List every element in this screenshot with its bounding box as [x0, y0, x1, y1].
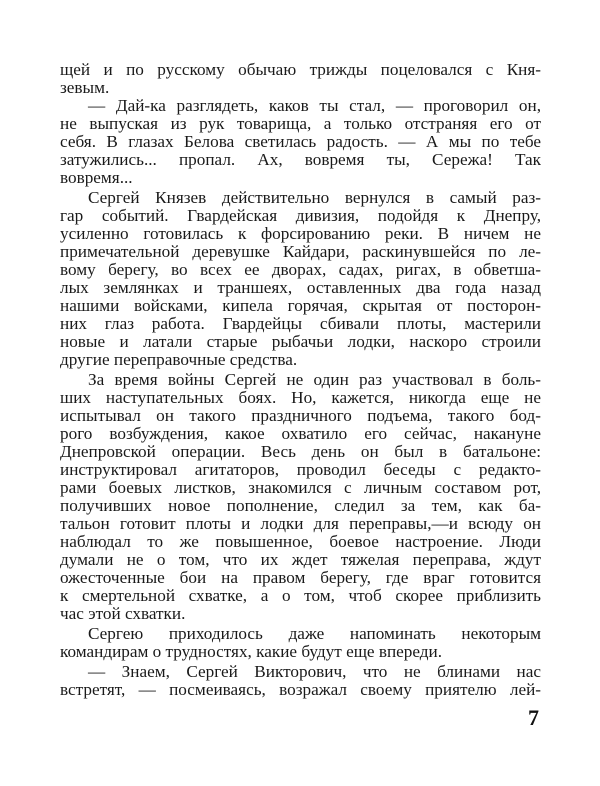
- text-line: вовремя...: [60, 168, 133, 187]
- text-line: нашими войсками, кипела горячая, скрытая от посторон-: [60, 296, 541, 315]
- text-line: инструктировал агитаторов, проводил беседы с редакто-: [60, 460, 541, 479]
- page-number: 7: [528, 705, 539, 730]
- text-line: затужились... пропал. Ах, вовремя ты, Сережа! Так: [60, 150, 541, 169]
- text-line: усиленно готовилась к форсированию реки. В ничем не: [60, 224, 541, 243]
- text-line: За время войны Сергей не один раз участвовал в боль-: [88, 370, 541, 389]
- text-line: час этой схватки.: [60, 604, 186, 623]
- text-line: рого возбуждения, какое охватило его сейчас, накануне: [60, 424, 541, 443]
- page-body-text: [60, 61, 541, 699]
- text-line: ших наступательных боях. Но, кажется, никогда еще не: [60, 388, 541, 407]
- text-line: Сергей Князев действительно вернулся в самый раз-: [88, 188, 541, 207]
- text-line: думали не о том, что их ждет тяжелая переправа, ждут: [60, 550, 541, 569]
- text-line: не выпуская из рук товарища, а только отстраняя его от: [60, 114, 541, 133]
- text-line: наблюдал то же повышенное, боевое настроение. Люди: [60, 532, 541, 551]
- text-line: ожесточенные бои на правом берегу, где враг готовится: [60, 568, 541, 587]
- text-line: себя. В глазах Белова светилась радость. — А мы по тебе: [60, 132, 541, 151]
- text-line: — Дай-ка разглядеть, каков ты стал, — проговорил он,: [88, 96, 541, 115]
- text-line: к смертельной схватке, а о том, чтоб скорее приблизить: [60, 586, 541, 605]
- text-line: щей и по русскому обычаю трижды поцеловался с Кня-: [60, 60, 541, 79]
- text-line: новые и латали старые рыбачьи лодки, наскоро строили: [60, 332, 541, 351]
- text-line: тальон готовит плоты и лодки для переправы,—и всюду он: [60, 514, 541, 533]
- text-line: них глаз работа. Гвардейцы сбивали плоты, мастерили: [60, 314, 541, 333]
- text-line: командирам о трудностях, какие будут еще впереди.: [60, 642, 443, 661]
- text-line: Сергею приходилось даже напоминать некоторым: [88, 624, 541, 643]
- text-line: зевым.: [60, 78, 110, 97]
- text-line: гар событий. Гвардейская дивизия, подойдя к Днепру,: [60, 206, 541, 225]
- text-line: другие переправочные средства.: [60, 350, 298, 369]
- text-line: Днепровской операции. Весь день он был в батальоне:: [60, 442, 541, 461]
- text-line: вому берегу, во всех ее дворах, садах, ригах, в обветша-: [60, 260, 541, 279]
- text-line: получивших новое пополнение, следил за тем, как ба-: [60, 496, 541, 515]
- text-line: примечательной деревушке Кайдари, раскинувшейся по ле-: [60, 242, 541, 261]
- text-line: встретят, — посмеиваясь, возражал своему приятелю лей-: [60, 680, 541, 699]
- text-line: лых землянках и траншеях, оставленных два года назад: [60, 278, 541, 297]
- text-line: испытывал он такого праздничного подъема, такого бод-: [60, 406, 541, 425]
- text-line: рами боевых листков, знакомился с личным составом рот,: [60, 478, 541, 497]
- text-line: — Знаем, Сергей Викторович, что не блинами нас: [88, 662, 541, 681]
